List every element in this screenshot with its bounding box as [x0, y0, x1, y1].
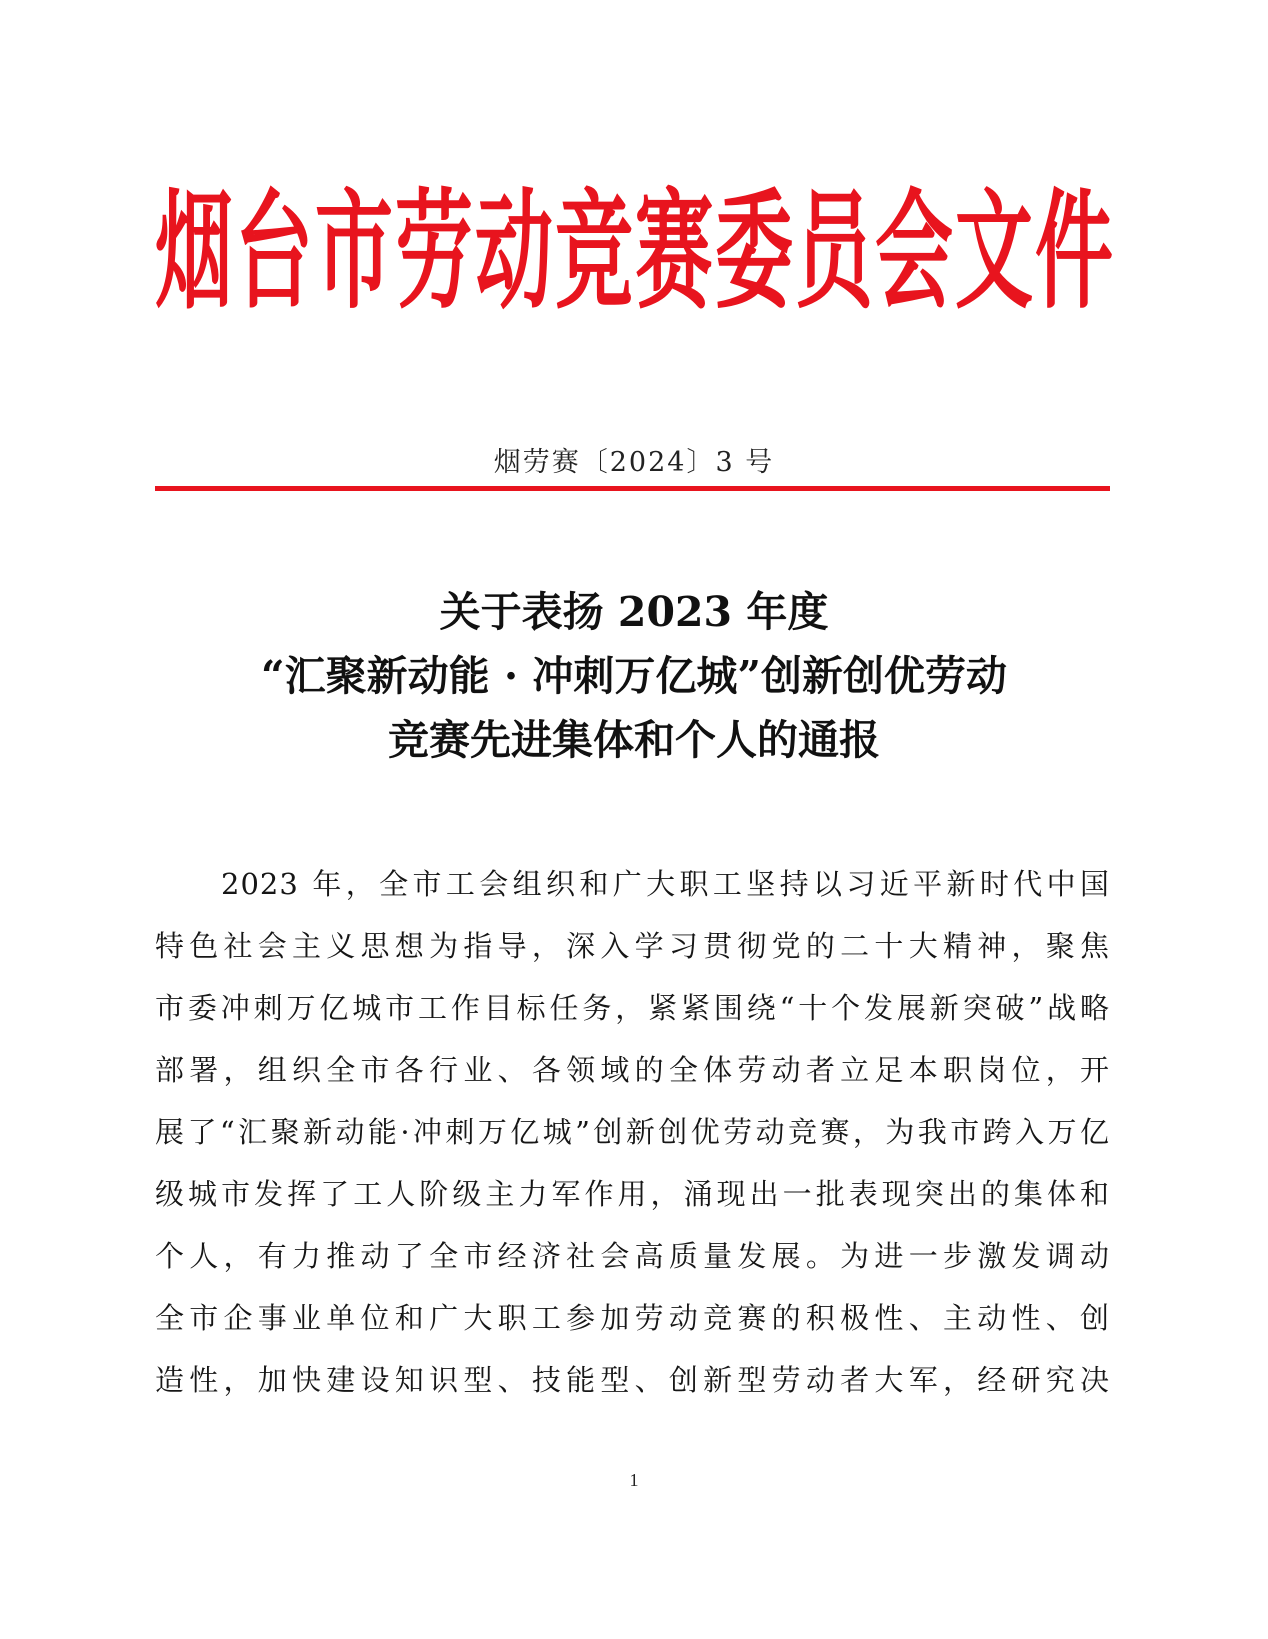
notice-title-line: 竞赛先进集体和个人的通报	[388, 716, 880, 764]
body-line: 展了“汇聚新动能·冲刺万亿城”创新创优劳动竞赛，为我市跨入万亿	[155, 1115, 1110, 1149]
body-line: 特色社会主义思想为指导，深入学习贯彻党的二十大精神，聚焦	[155, 929, 1110, 963]
body-line: 级城市发挥了工人阶级主力军作用，涌现出一批表现突出的集体和	[155, 1177, 1110, 1211]
notice-title-line: “汇聚新动能 · 冲刺万亿城”创新创优劳动	[261, 652, 1007, 700]
body-line: 全市企事业单位和广大职工参加劳动竞赛的积极性、主动性、创	[155, 1301, 1110, 1335]
body-line: 个人，有力推动了全市经济社会高质量发展。为进一步激发调动	[155, 1239, 1110, 1273]
notice-title	[150, 580, 1118, 772]
body-line: 市委冲刺万亿城市工作目标任务，紧紧围绕“十个发展新突破”战略	[155, 991, 1110, 1025]
issuing-org-header	[150, 178, 1120, 328]
red-divider-line	[155, 486, 1110, 491]
page-number: 1	[629, 1470, 639, 1490]
body-paragraph	[155, 853, 1110, 1411]
notice-title-line: 关于表扬 2023 年度	[439, 588, 829, 636]
document-number: 烟劳赛〔2024〕3 号	[493, 447, 775, 478]
body-line: 部署，组织全市各行业、各领域的全体劳动者立足本职岗位，开	[155, 1053, 1110, 1087]
body-line: 2023 年，全市工会组织和广大职工坚持以习近平新时代中国	[221, 867, 1110, 901]
body-line: 造性，加快建设知识型、技能型、创新型劳动者大军，经研究决	[155, 1363, 1110, 1397]
issuing-org-title: 烟台市劳动竞赛委员会文件	[154, 178, 1115, 328]
